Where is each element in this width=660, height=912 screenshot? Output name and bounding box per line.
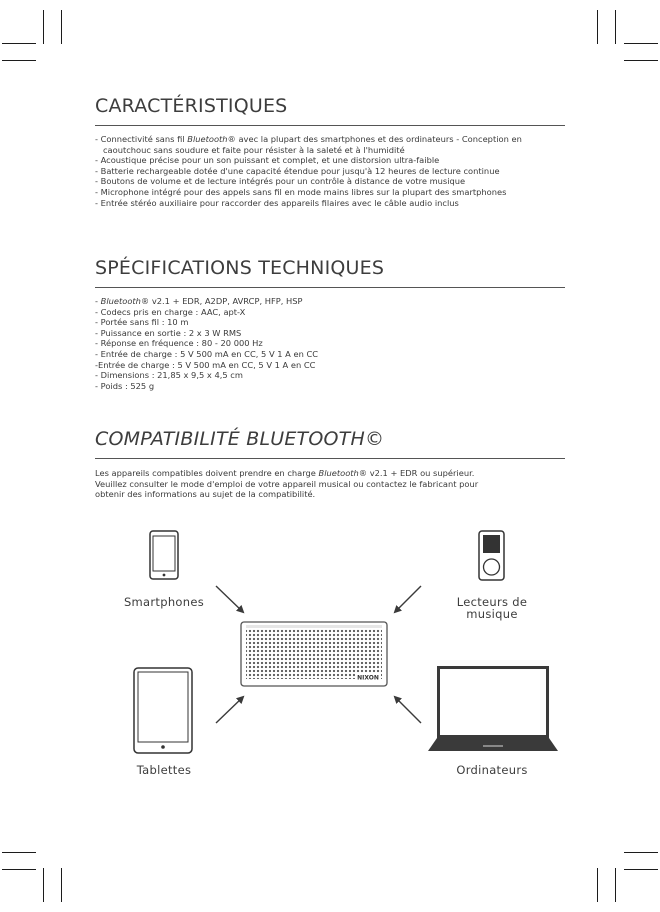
tablet-icon — [133, 667, 193, 754]
crop-mark — [2, 60, 36, 61]
arrow-icon — [216, 586, 243, 612]
specs-list — [95, 296, 565, 391]
list-item: - Bluetooth® v2.1 + EDR, A2DP, AVRCP, HFP, HSP — [95, 296, 303, 306]
list-item: - Portée sans fil : 10 m — [95, 317, 189, 328]
arrow-icon — [395, 586, 421, 612]
smartphones-label: Smartphones — [123, 595, 205, 609]
divider — [95, 458, 565, 459]
specs-title: SPÉCIFICATIONS TECHNIQUES — [95, 257, 385, 279]
list-item: - Acoustique précise pour un son puissant et complet, et une distorsion ultra-faible — [95, 155, 440, 166]
music-players-label — [446, 596, 538, 620]
computers-label: Ordinateurs — [456, 763, 528, 777]
crop-mark — [61, 868, 62, 902]
features-title: CARACTÉRISTIQUES — [95, 95, 288, 117]
crop-mark — [615, 868, 616, 902]
compat-line: Les appareils compatibles doivent prendre en charge Bluetooth® v2.1 + EDR ou supérieur. — [95, 468, 475, 478]
compat-line: Veuillez consulter le mode d'emploi de votre appareil musical ou contactez le fabricant pour — [95, 478, 479, 489]
music-players-label-line: musique — [466, 607, 518, 621]
tablets-label: Tablettes — [136, 763, 192, 777]
speaker-logo: NIXON — [357, 674, 379, 682]
crop-mark — [597, 868, 598, 902]
crop-mark — [2, 869, 36, 870]
divider — [95, 287, 565, 288]
list-item: - Microphone intégré pour des appels sans fil en mode mains libres sur la plupart des smartphones — [95, 186, 507, 197]
smartphone-icon — [149, 530, 179, 580]
crop-mark — [61, 10, 62, 44]
list-item: - Réponse en fréquence : 80 - 20 000 Hz — [95, 338, 263, 349]
crop-mark — [624, 60, 658, 61]
divider — [95, 125, 565, 126]
compat-line: obtenir des informations au sujet de la compatibilité. — [95, 489, 316, 500]
list-item: - Codecs pris en charge : AAC, apt-X — [95, 306, 246, 317]
list-item: - Puissance en sortie : 2 x 3 W RMS — [95, 327, 242, 338]
crop-mark — [624, 852, 658, 853]
crop-mark — [624, 43, 658, 44]
list-item: - Poids : 525 g — [95, 380, 155, 391]
crop-mark — [615, 10, 616, 44]
list-item: caoutchouc sans soudure et faite pour résister à la saleté et à l'humidité — [103, 144, 405, 155]
list-item: - Batterie rechargeable dotée d'une capacité étendue pour jusqu'à 12 heures de lecture continue — [95, 165, 500, 176]
compat-section — [95, 427, 565, 500]
list-item: - Dimensions : 21,85 x 9,5 x 4,5 cm — [95, 370, 243, 381]
crop-mark — [43, 10, 44, 44]
laptop-icon — [427, 665, 559, 753]
arrow-icon — [395, 697, 421, 723]
speaker-icon — [240, 621, 388, 687]
list-item: - Boutons de volume et de lecture intégrés pour un contrôle à distance de votre musique — [95, 176, 466, 187]
crop-mark — [597, 10, 598, 44]
crop-mark — [624, 869, 658, 870]
crop-mark — [2, 43, 36, 44]
list-item: - Entrée de charge : 5 V 500 mA en CC, 5 V 1 A en CC — [95, 348, 319, 359]
features-list — [95, 134, 565, 208]
list-item: - Entrée stéréo auxiliaire pour raccorder des appareils filaires avec le câble audio inclus — [95, 197, 459, 208]
crop-mark — [2, 852, 36, 853]
compat-title: COMPATIBILITÉ BLUETOOTH© — [95, 428, 385, 450]
specs-section — [95, 256, 565, 391]
music-players-label-line: Lecteurs de — [456, 595, 528, 609]
crop-mark — [43, 868, 44, 902]
features-section — [95, 94, 565, 208]
music-player-icon — [478, 530, 505, 581]
arrow-icon — [216, 697, 243, 723]
list-item: - Connectivité sans fil Bluetooth® avec la plupart des smartphones et des ordinateurs - Conception en — [95, 134, 522, 144]
compat-paragraph — [95, 468, 565, 500]
list-item: -Entrée de charge : 5 V 500 mA en CC, 5 V 1 A en CC — [95, 359, 316, 370]
